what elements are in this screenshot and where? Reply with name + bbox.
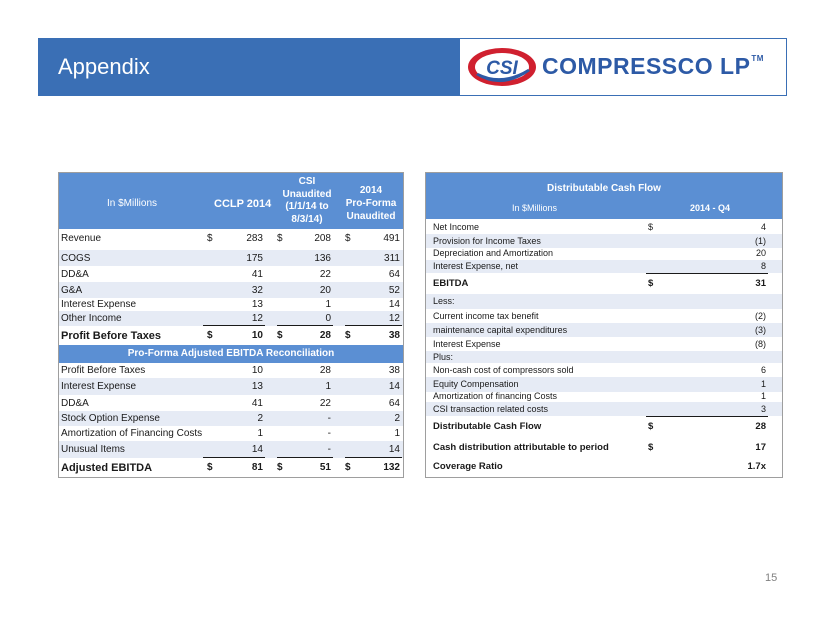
row-label: Net Income — [433, 222, 480, 232]
table-row — [426, 363, 782, 377]
row-value: 6 — [760, 365, 766, 375]
value-cclp: 81 — [251, 462, 263, 473]
value-csi: 28 — [319, 330, 331, 341]
value-csi: - — [327, 428, 331, 439]
table-row — [59, 326, 403, 345]
table-row — [426, 323, 782, 337]
row-label: Other Income — [61, 313, 122, 324]
row-value: 17 — [755, 442, 766, 453]
table-row — [426, 294, 782, 309]
col-header-pro-forma: 2014 Pro-Forma Unaudited — [345, 185, 397, 222]
table-row — [59, 378, 403, 395]
table-row — [426, 220, 782, 234]
dollar-sign: $ — [345, 330, 351, 341]
value-csi: 28 — [319, 365, 331, 376]
table-row — [426, 377, 782, 392]
dcf-unit-label: In $Millions — [512, 203, 558, 213]
row-label: Amortization of financing Costs — [433, 391, 558, 401]
dollar-sign: $ — [648, 278, 654, 289]
table-row — [426, 416, 782, 436]
table-row — [426, 248, 782, 260]
table-row — [426, 260, 782, 273]
table-row — [426, 337, 782, 351]
row-label: Stock Option Expense — [61, 413, 160, 424]
row-value: (2) — [755, 311, 766, 321]
row-label: Equity Compensation — [433, 379, 519, 389]
dollar-sign: $ — [345, 462, 351, 473]
value-cclp: 13 — [251, 381, 263, 392]
value-pro-forma: 38 — [388, 330, 400, 341]
table-row — [59, 395, 403, 411]
pro-forma-table-header — [59, 173, 403, 229]
row-label: Interest Expense — [61, 299, 137, 310]
pro-forma-table — [58, 172, 404, 478]
row-label: Plus: — [433, 352, 454, 362]
row-label: Profit Before Taxes — [61, 365, 146, 376]
value-cclp: 175 — [246, 253, 263, 264]
value-cclp: 1 — [257, 428, 263, 439]
table-row — [426, 457, 782, 476]
table-row — [59, 441, 403, 458]
value-csi: 0 — [325, 313, 331, 324]
col-header-cclp-2014: CCLP 2014 — [214, 198, 272, 210]
value-csi: 1 — [325, 381, 331, 392]
value-pro-forma: 311 — [384, 253, 400, 264]
unit-label: In $Millions — [107, 198, 158, 209]
value-csi: 136 — [314, 253, 331, 264]
row-value: (3) — [755, 325, 766, 335]
row-label: Adjusted EBITDA — [61, 462, 153, 474]
value-csi: - — [327, 413, 331, 424]
table-row — [426, 234, 782, 248]
row-value: (8) — [755, 339, 766, 349]
value-csi: 22 — [319, 269, 331, 280]
table-row — [59, 298, 403, 311]
table-row — [59, 311, 403, 326]
value-pro-forma: 52 — [388, 285, 400, 296]
row-value: 8 — [760, 261, 766, 271]
table-row — [59, 250, 403, 266]
header-banner — [38, 38, 787, 96]
row-label: Amortization of Financing Costs — [61, 428, 203, 439]
table-row — [59, 282, 403, 298]
row-value: 1 — [760, 391, 766, 401]
row-label: Distributable Cash Flow — [433, 421, 542, 432]
table-row — [59, 363, 403, 378]
row-label: Revenue — [61, 233, 102, 244]
row-label: CSI transaction related costs — [433, 404, 549, 414]
value-pro-forma: 38 — [388, 365, 400, 376]
value-csi: 1 — [325, 299, 331, 310]
row-label: COGS — [61, 253, 91, 264]
value-pro-forma: 64 — [388, 269, 400, 280]
dcf-title: Distributable Cash Flow — [547, 183, 661, 194]
col-header-csi: CSI Unaudited (1/1/14 to 8/3/14) — [282, 176, 332, 225]
row-label: Unusual Items — [61, 444, 125, 455]
csi-emblem-icon — [466, 45, 538, 89]
dollar-sign: $ — [277, 462, 283, 473]
row-label: Interest Expense — [433, 339, 501, 349]
value-pro-forma: 491 — [383, 233, 400, 244]
table-row — [426, 309, 782, 323]
row-value: 20 — [755, 248, 766, 258]
row-value: 28 — [755, 421, 766, 432]
row-value: 1 — [760, 379, 766, 389]
logo-badge-text: CSI — [486, 58, 518, 79]
dollar-sign: $ — [207, 330, 213, 341]
value-cclp: 2 — [257, 413, 263, 424]
distributable-cash-flow-table — [425, 172, 783, 478]
row-label: Less: — [433, 296, 455, 306]
page-title: Appendix — [58, 54, 150, 79]
value-cclp: 41 — [251, 269, 263, 280]
dollar-sign: $ — [207, 462, 213, 473]
table-row — [59, 458, 403, 477]
dollar-sign: $ — [648, 222, 654, 232]
dollar-sign: $ — [648, 442, 654, 453]
table-row — [59, 411, 403, 426]
table-row — [426, 351, 782, 363]
row-label: Cash distribution attributable to period — [433, 442, 609, 453]
row-value: 4 — [760, 222, 766, 232]
dollar-sign: $ — [345, 233, 351, 244]
row-label: Coverage Ratio — [433, 461, 503, 472]
dcf-period: 2014 - Q4 — [690, 203, 731, 213]
value-cclp: 41 — [251, 398, 263, 409]
dollar-sign: $ — [277, 233, 283, 244]
value-pro-forma: 1 — [394, 428, 400, 439]
value-csi: - — [327, 444, 331, 455]
value-cclp: 32 — [251, 285, 263, 296]
reconciliation-header: Pro-Forma Adjusted EBITDA Reconciliation — [59, 345, 403, 363]
row-label: Non-cash cost of compressors sold — [433, 365, 574, 375]
row-value: (1) — [755, 236, 766, 246]
page-number: 15 — [765, 572, 778, 584]
table-row — [426, 392, 782, 402]
value-csi: 20 — [319, 285, 331, 296]
row-label: Current income tax benefit — [433, 311, 539, 321]
company-logo — [460, 39, 786, 95]
row-label: Profit Before Taxes — [61, 330, 162, 342]
row-value: 3 — [760, 404, 766, 414]
dcf-header — [426, 173, 782, 219]
table-row — [59, 426, 403, 441]
value-csi: 22 — [319, 398, 331, 409]
row-label: Provision for Income Taxes — [433, 236, 541, 246]
table-row — [426, 402, 782, 416]
value-cclp: 10 — [251, 365, 263, 376]
table-row — [59, 266, 403, 282]
value-cclp: 10 — [251, 330, 263, 341]
value-cclp: 283 — [246, 233, 263, 244]
row-label: DD&A — [61, 269, 89, 280]
row-value: 1.7x — [747, 461, 766, 472]
dollar-sign: $ — [207, 233, 213, 244]
row-label: Interest Expense — [61, 381, 137, 392]
table-row — [426, 273, 782, 293]
dollar-sign: $ — [277, 330, 283, 341]
table-row — [426, 437, 782, 457]
row-label: DD&A — [61, 398, 89, 409]
value-cclp: 12 — [251, 313, 263, 324]
row-label: Interest Expense, net — [433, 261, 519, 271]
value-pro-forma: 14 — [388, 381, 400, 392]
value-csi: 208 — [314, 233, 331, 244]
value-pro-forma: 64 — [388, 398, 400, 409]
table-row — [59, 230, 403, 246]
row-label: Depreciation and Amortization — [433, 248, 554, 258]
value-pro-forma: 14 — [388, 444, 400, 455]
row-label: G&A — [61, 285, 83, 296]
value-pro-forma: 12 — [388, 313, 400, 324]
value-pro-forma: 14 — [388, 299, 400, 310]
value-pro-forma: 132 — [383, 462, 400, 473]
row-label: EBITDA — [433, 278, 469, 289]
value-csi: 51 — [319, 462, 331, 473]
row-label: maintenance capital expenditures — [433, 325, 568, 335]
value-pro-forma: 2 — [394, 413, 400, 424]
logo-wordmark: COMPRESSCO LP™ — [542, 53, 764, 79]
value-cclp: 13 — [251, 299, 263, 310]
value-cclp: 14 — [251, 444, 263, 455]
dollar-sign: $ — [648, 421, 654, 432]
row-value: 31 — [755, 278, 766, 289]
